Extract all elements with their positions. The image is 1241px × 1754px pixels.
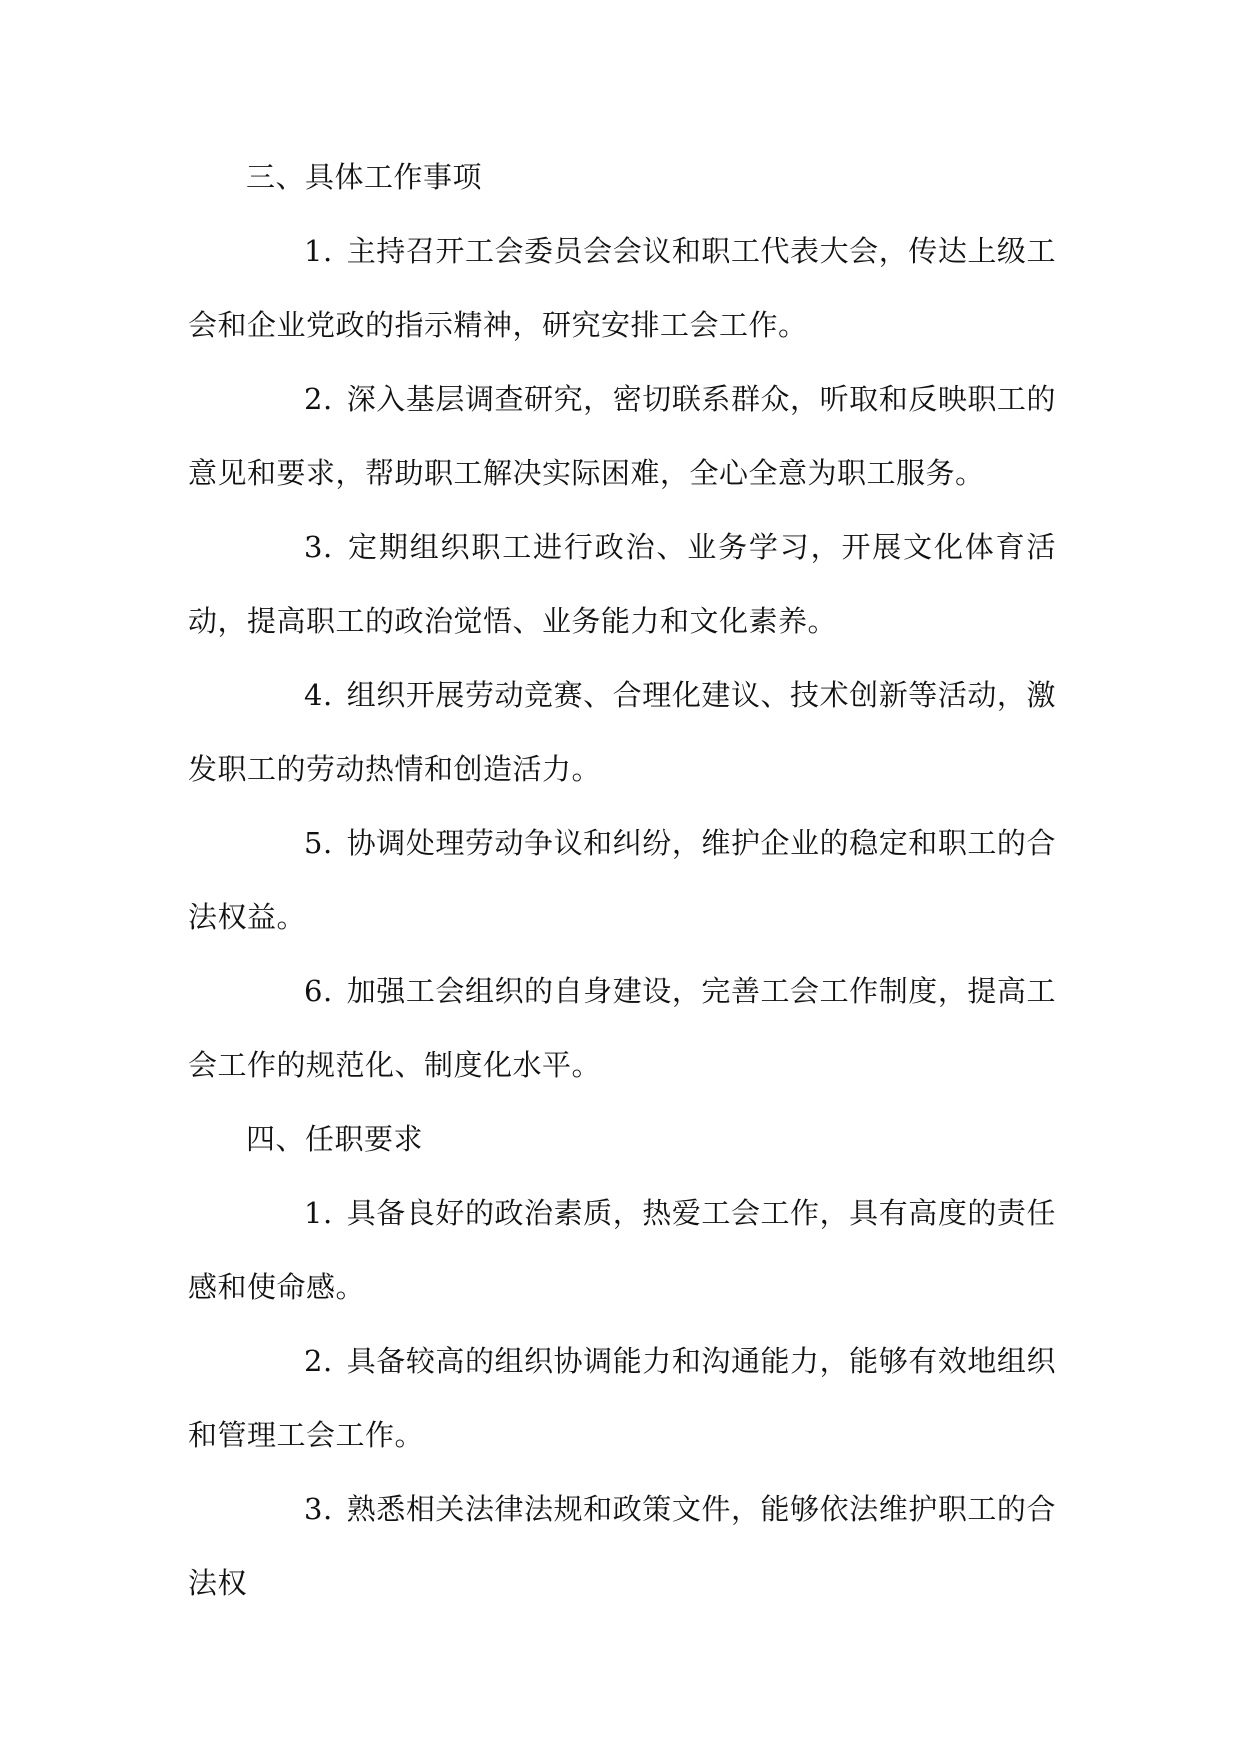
item-text: 具备良好的政治素质，热爱工会工作，具有高度的责任感和使命感。 [188,1196,1056,1304]
item-number: 3. [304,530,333,564]
list-item [188,954,1056,1102]
item-text: 主持召开工会委员会会议和职工代表大会，传达上级工会和企业党政的指示精神，研究安排工会工作。 [188,234,1056,342]
list-item [188,214,1056,362]
list-item [188,1472,1056,1620]
document-body [188,140,1056,1620]
item-text: 熟悉相关法律法规和政策文件，能够依法维护职工的合法权 [188,1492,1056,1600]
list-item [188,1324,1056,1472]
item-number: 6. [304,974,333,1008]
section-heading: 三、具体工作事项 [246,160,483,194]
item-number: 5. [304,826,333,860]
item-text: 具备较高的组织协调能力和沟通能力，能够有效地组织和管理工会工作。 [188,1344,1056,1452]
list-item [188,362,1056,510]
item-text: 加强工会组织的自身建设，完善工会工作制度，提高工会工作的规范化、制度化水平。 [188,974,1056,1082]
section-heading: 四、任职要求 [246,1122,424,1156]
list-item [188,510,1056,658]
item-text: 组织开展劳动竞赛、合理化建议、技术创新等活动，激发职工的劳动热情和创造活力。 [188,678,1056,786]
item-text: 定期组织职工进行政治、业务学习，开展文化体育活动，提高职工的政治觉悟、业务能力和文化素养。 [188,530,1056,638]
list-item [188,1176,1056,1324]
item-number: 2. [304,1344,333,1378]
item-number: 2. [304,382,333,416]
list-item [188,658,1056,806]
item-text: 协调处理劳动争议和纠纷，维护企业的稳定和职工的合法权益。 [188,826,1056,934]
item-number: 1. [304,1196,333,1230]
item-number: 1. [304,234,333,268]
item-number: 4. [304,678,333,712]
item-number: 3. [304,1492,333,1526]
list-item [188,806,1056,954]
item-text: 深入基层调查研究，密切联系群众，听取和反映职工的意见和要求，帮助职工解决实际困难，全心全意为职工服务。 [188,382,1056,490]
